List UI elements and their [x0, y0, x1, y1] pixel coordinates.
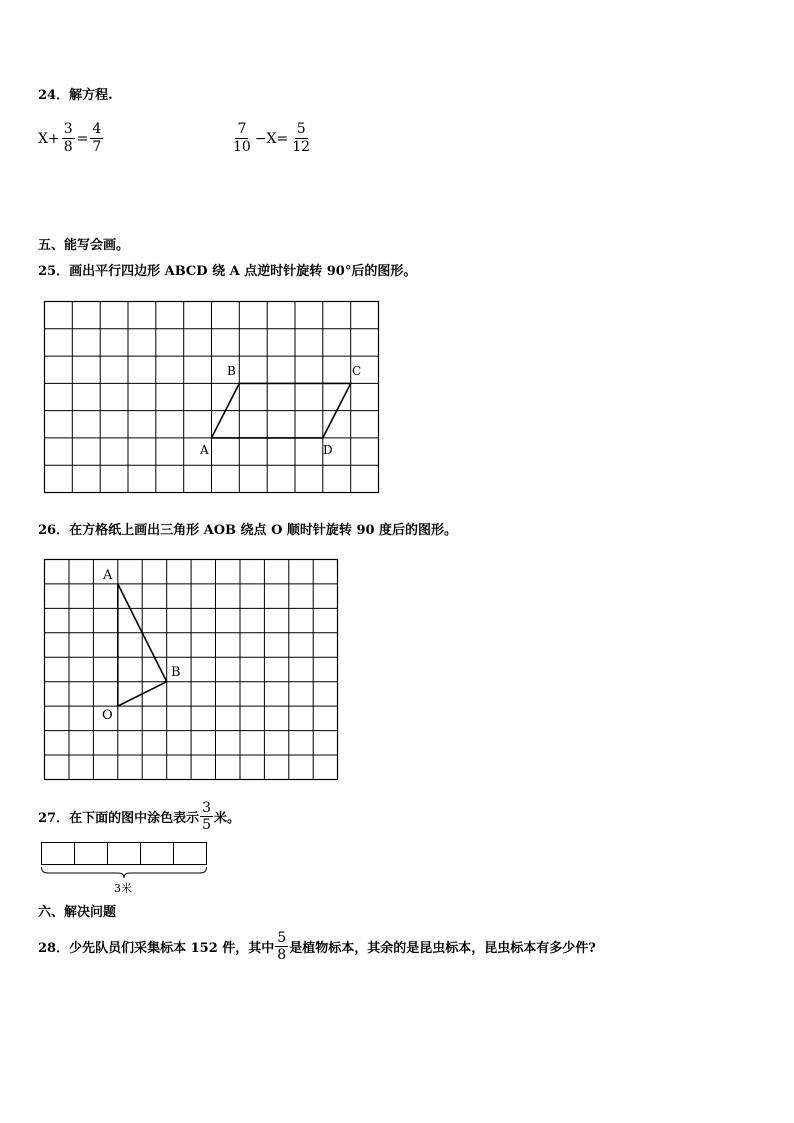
eq2-rfrac-den: 12 [292, 139, 311, 155]
eq1-frac-num: 3 [63, 121, 73, 137]
label-a: A [103, 568, 113, 583]
eq2-result-fraction [290, 121, 312, 156]
section6-title: 六、解决问题 [38, 905, 117, 920]
q27-bar-figure [38, 839, 210, 895]
q27-before: 27．在下面的图中涂色表示 [38, 811, 200, 826]
q24-equation-2 [229, 121, 314, 156]
eq1-fraction [62, 121, 75, 156]
q24-title [38, 84, 113, 103]
q27-text [38, 800, 240, 833]
eq2-frac-num: 7 [237, 121, 247, 137]
label-c: C [352, 364, 362, 378]
section5-title: 五、能写会画。 [38, 238, 130, 253]
eq1-result-fraction [90, 121, 103, 156]
eq2-rfrac-num: 5 [296, 121, 306, 137]
label-d: D [323, 443, 333, 457]
q26-text: 26．在方格纸上画出三角形 AOB 绕点 O 顺时针旋转 90 度后的图形。 [38, 523, 458, 538]
q28-fraction [275, 930, 288, 963]
q27-frac-den: 5 [202, 817, 212, 833]
q28-text [38, 930, 596, 963]
q27-bar [42, 843, 207, 865]
q24-number: 24． [38, 88, 70, 103]
label-b: B [227, 364, 236, 378]
q28-frac-num: 5 [277, 930, 287, 946]
q27-brace [42, 867, 207, 878]
q25-grid [45, 302, 379, 493]
eq2-fraction [231, 121, 253, 156]
q28-after: 是植物标本，其余的是昆虫标本，昆虫标本有多少件? [289, 941, 596, 956]
eq1-rfrac-den: 7 [92, 139, 102, 155]
q26-grid-figure [38, 554, 344, 782]
eq1-lhs: X+ [38, 130, 60, 147]
q28-before: 28．少先队员们采集标本 152 件，其中 [38, 941, 275, 956]
q24-prompt: 解方程. [69, 88, 113, 103]
q26-grid [45, 560, 338, 780]
eq1-rfrac-num: 4 [92, 121, 102, 137]
q27-fraction [200, 800, 213, 833]
eq2-middle: −X= [254, 130, 289, 147]
label-a: A [200, 443, 209, 457]
eq1-frac-den: 8 [63, 139, 73, 155]
q27-bar-label: 3米 [114, 882, 132, 895]
q24-equation-1 [38, 121, 105, 156]
q25-text: 25．画出平行四边形 ABCD 绕 A 点逆时针旋转 90°后的图形。 [38, 264, 417, 279]
eq2-frac-den: 10 [233, 139, 251, 155]
label-b: B [171, 665, 181, 680]
label-o: O [102, 708, 113, 723]
q28-frac-den: 8 [277, 947, 287, 963]
q27-after: 米。 [214, 811, 241, 826]
q25-grid-figure [38, 295, 384, 497]
eq1-equals: = [76, 130, 89, 147]
q27-frac-num: 3 [202, 800, 212, 816]
